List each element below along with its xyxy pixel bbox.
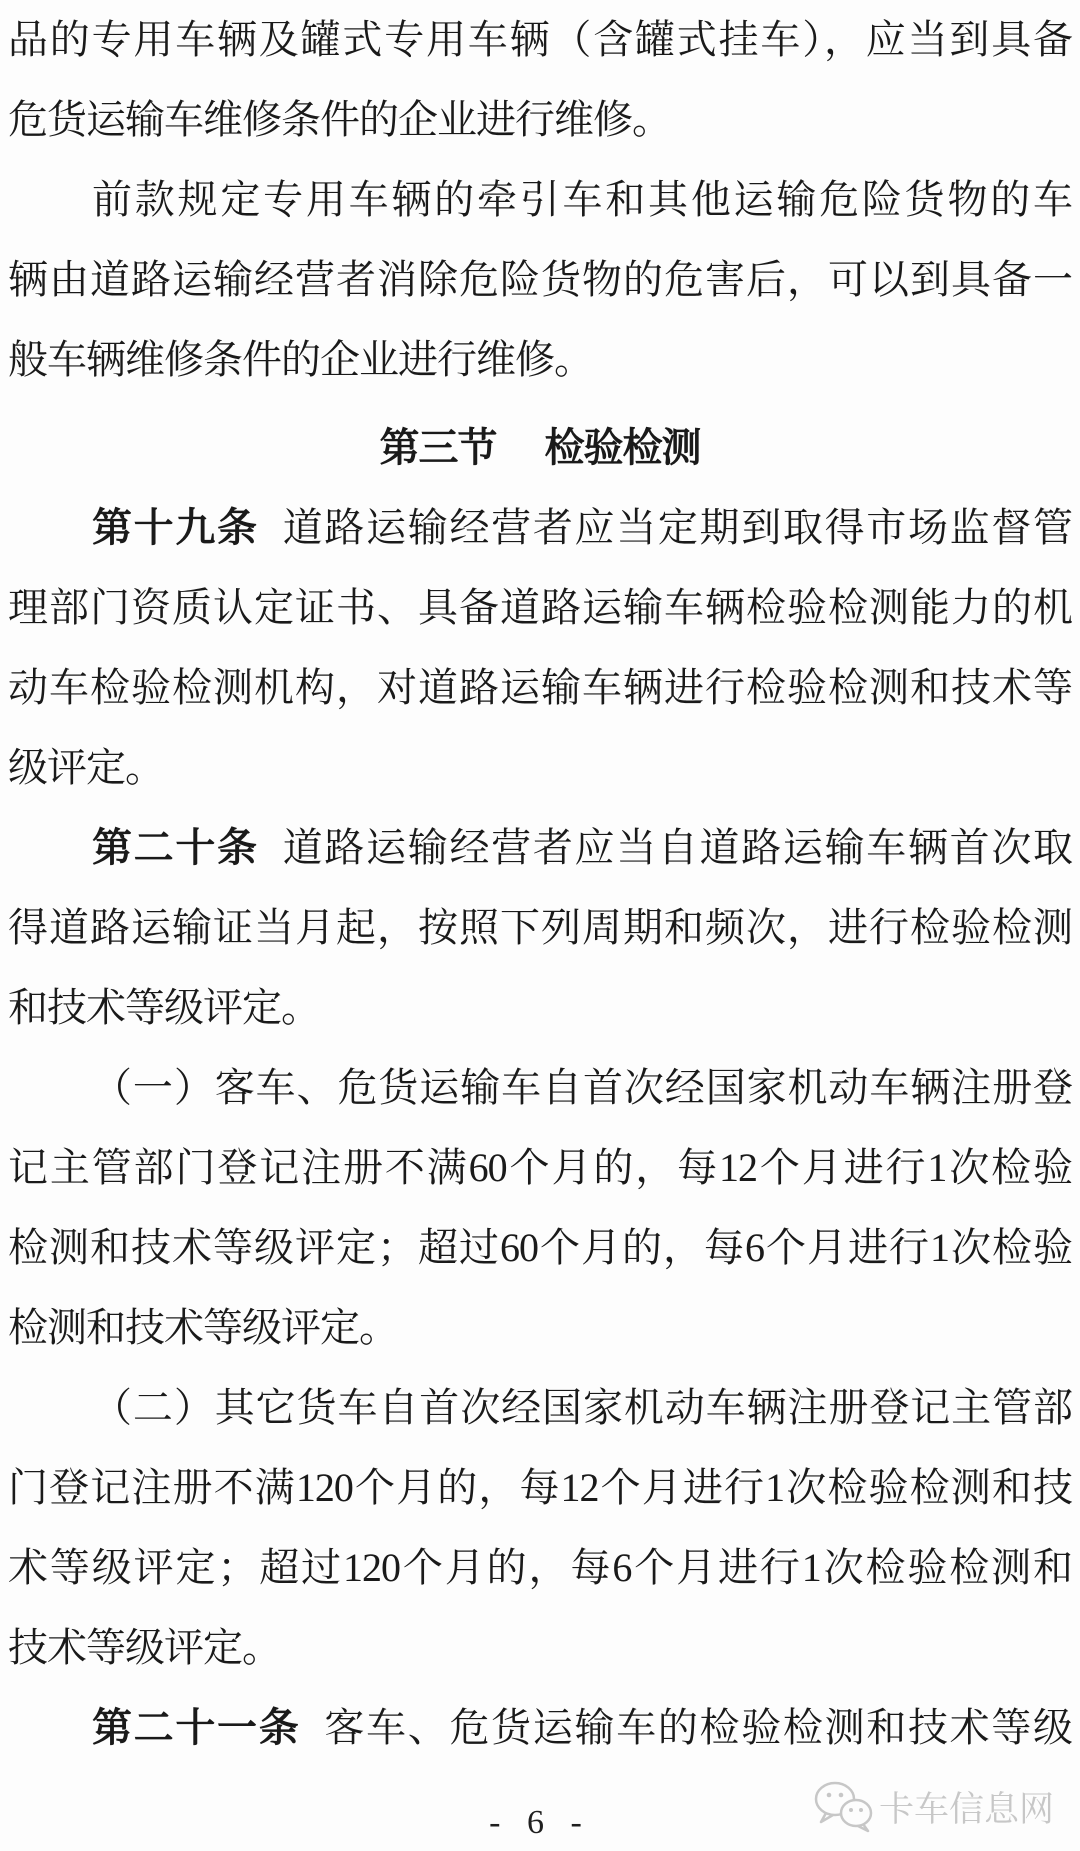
line-text: 和技术等级评定。	[8, 985, 320, 1030]
line-text: 辆由道路运输经营者消除危险货物的危害后，可以到具备一	[8, 257, 1072, 302]
text-line	[8, 320, 1072, 400]
line-text: 道路运输经营者应当定期到取得市场监督管	[282, 505, 1073, 550]
text-line	[8, 888, 1072, 968]
line-text: 门登记注册不满120个月的，每12个月进行1次检验检测和技	[8, 1465, 1072, 1510]
clause-number: 第十九条	[92, 505, 259, 550]
line-text: 记主管部门登记注册不满60个月的，每12个月进行1次检验	[8, 1145, 1072, 1190]
watermark-text: 卡车信息网	[878, 1790, 1054, 1829]
line-text: 术等级评定；超过120个月的，每6个月进行1次检验检测和	[8, 1545, 1072, 1590]
line-text: 技术等级评定。	[8, 1625, 281, 1670]
clause-number: 第二十条	[92, 825, 259, 870]
text-line	[8, 648, 1072, 728]
clause-number: 第三节	[379, 425, 497, 470]
text-line	[8, 728, 1072, 808]
line-text: 级评定。	[8, 745, 164, 790]
clause-number: 第二十一条	[92, 1705, 301, 1750]
line-text: 品的专用车辆及罐式专用车辆（含罐式挂车），应当到具备	[8, 17, 1072, 62]
text-line	[8, 0, 1072, 80]
line-text: 般车辆维修条件的企业进行维修。	[8, 337, 593, 382]
text-line	[8, 1608, 1072, 1688]
line-text: 理部门资质认定证书、具备道路运输车辆检验检测能力的机	[8, 585, 1072, 630]
section-heading	[8, 408, 1072, 488]
line-text: 危货运输车维修条件的企业进行维修。	[8, 97, 671, 142]
line-text: 检测和技术等级评定。	[8, 1305, 398, 1350]
text-line	[8, 1128, 1072, 1208]
text-line	[8, 1208, 1072, 1288]
text-line	[8, 1528, 1072, 1608]
text-line	[8, 80, 1072, 160]
text-line	[8, 1048, 1072, 1128]
text-line	[8, 1368, 1072, 1448]
text-line	[8, 1448, 1072, 1528]
text-line	[8, 808, 1072, 888]
watermark	[811, 1780, 1054, 1834]
line-text: 前款规定专用车辆的牵引车和其他运输危险货物的车	[92, 177, 1072, 222]
line-text: 检验检测	[544, 425, 701, 470]
text-line	[8, 968, 1072, 1048]
text-line	[8, 240, 1072, 320]
line-text: （二）其它货车自首次经国家机动车辆注册登记主管部	[92, 1385, 1072, 1430]
text-line	[8, 160, 1072, 240]
text-line	[8, 488, 1072, 568]
text-line	[8, 568, 1072, 648]
line-text: 道路运输经营者应当自道路运输车辆首次取	[282, 825, 1073, 870]
line-text: 客车、危货运输车的检验检测和技术等级	[324, 1705, 1073, 1750]
line-text: 动车检验检测机构，对道路运输车辆进行检验检测和技术等	[8, 665, 1072, 710]
line-text: （一）客车、危货运输车自首次经国家机动车辆注册登	[92, 1065, 1072, 1110]
text-line	[8, 1688, 1072, 1768]
line-text: 得道路运输证当月起，按照下列周期和频次，进行检验检测	[8, 905, 1072, 950]
document-lines	[8, 0, 1072, 1768]
page-number: - 6 -	[489, 1804, 591, 1841]
line-text: 检测和技术等级评定；超过60个月的，每6个月进行1次检验	[8, 1225, 1072, 1270]
wechat-icon	[811, 1780, 875, 1834]
text-line	[8, 1288, 1072, 1368]
